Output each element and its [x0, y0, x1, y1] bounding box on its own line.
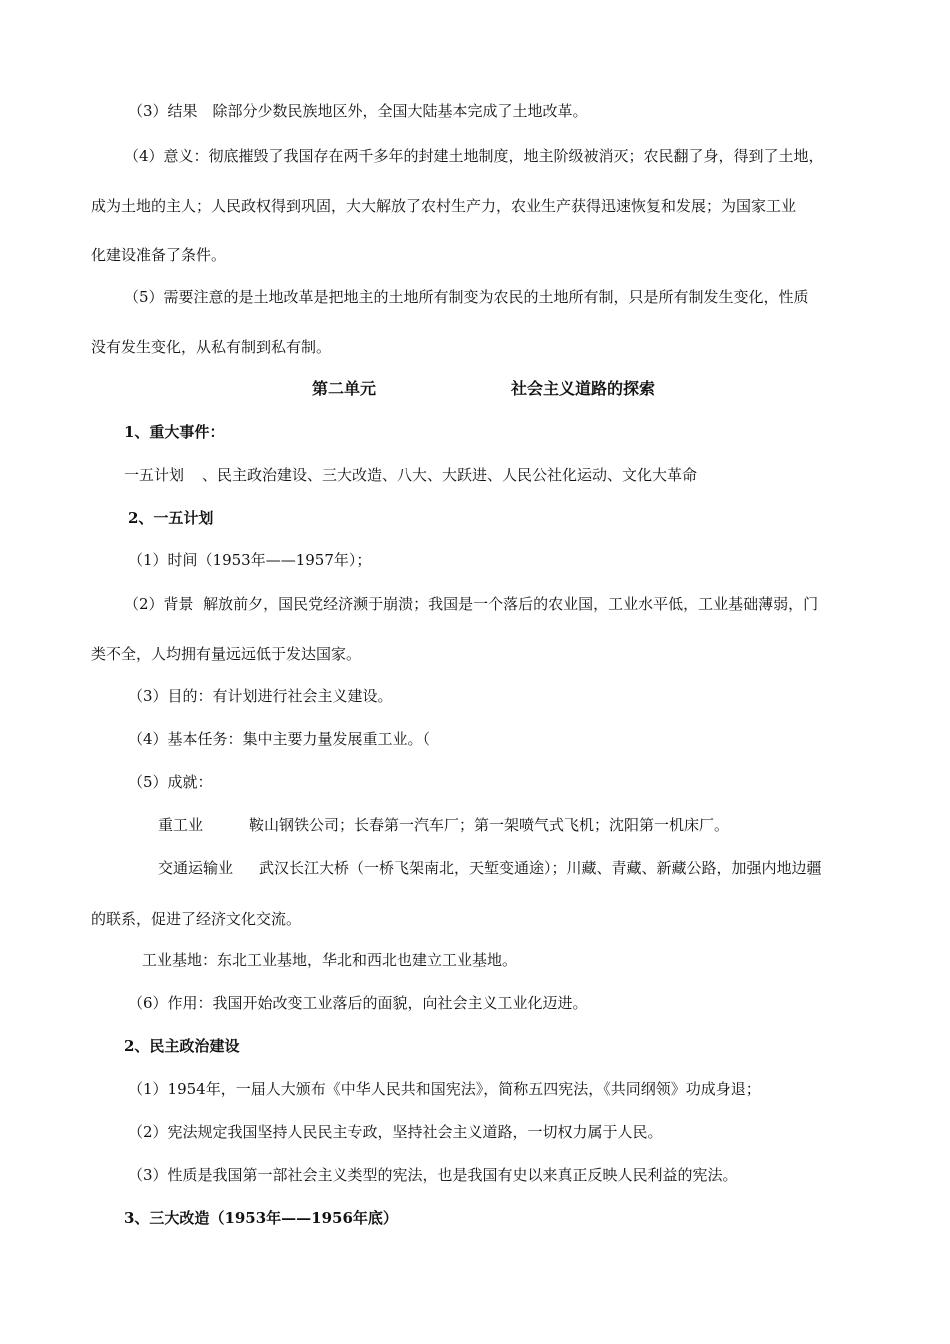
land-reform-significance-line-2: 成为土地的主人；人民政权得到巩固，大大解放了农村生产力，农业生产获得迅速恢复和发展；为国家工业	[91, 197, 797, 215]
five-year-plan-time: （1）时间（1953年——1957年）；	[128, 551, 372, 569]
land-reform-note-line-2: 没有发生变化，从私有制到私有制。	[91, 338, 332, 356]
major-events-item-rest: 、民主政治建设、三大改造、八大、大跃进、人民公社化运动、文化大革命	[202, 466, 698, 484]
unit-title-heading: 社会主义道路的探索	[511, 379, 656, 398]
industrial-base: 工业基地：东北工业基地，华北和西北也建立工业基地。	[142, 951, 518, 969]
unit-number-heading: 第二单元	[312, 379, 377, 398]
land-reform-result: （3）结果 除部分少数民族地区外，全国大陆基本完成了土地改革。	[128, 102, 588, 120]
five-year-plan-background-line-2: 类不全，人均拥有量远远低于发达国家。	[91, 645, 362, 663]
transport-label: 交通运输业	[158, 859, 234, 877]
democracy-item-2: （2）宪法规定我国坚持人民民主专政，坚持社会主义道路，一切权力属于人民。	[128, 1123, 663, 1141]
transport-text-line-1: 武汉长江大桥（一桥飞架南北，天堑变通途）；川藏、青藏、新藏公路，加强内地边疆	[259, 859, 822, 877]
five-year-plan-heading: 2、一五计划	[128, 509, 214, 527]
three-transformations-heading: 3、三大改造（1953年——1956年底）	[124, 1209, 398, 1227]
achievement-heavy-industry	[158, 815, 729, 835]
land-reform-significance-line-1: （4）意义：彻底摧毁了我国存在两千多年的封建土地制度，地主阶级被消灭；农民翻了身，得到了土地，	[124, 147, 824, 165]
five-year-plan-effect: （6）作用：我国开始改变工业落后的面貌，向社会主义工业化迈进。	[128, 994, 588, 1012]
democracy-item-1: （1）1954年，一届人大颁布《中华人民共和国宪法》，简称五四宪法，《共同纲领》功成身退；	[128, 1080, 761, 1098]
five-year-plan-purpose: （3）目的：有计划进行社会主义建设。	[128, 687, 393, 705]
major-events-list	[124, 465, 697, 485]
democracy-item-3: （3）性质是我国第一部社会主义类型的宪法，也是我国有史以来真正反映人民利益的宪法。	[128, 1166, 738, 1184]
land-reform-note-line-1: （5）需要注意的是土地改革是把地主的土地所有制变为农民的土地所有制，只是所有制发生变化，性质	[124, 288, 809, 306]
five-year-plan-background-line-1: （2）背景 解放前夕，国民党经济濒于崩溃；我国是一个落后的农业国，工业水平低，工业基础薄弱，门	[124, 595, 819, 613]
five-year-plan-achievements: （5）成就：	[128, 773, 213, 791]
major-events-item-first: 一五计划	[124, 466, 185, 484]
major-events-heading: 1、重大事件：	[124, 423, 225, 441]
five-year-plan-task: （4）基本任务：集中主要力量发展重工业。（	[128, 730, 431, 748]
democracy-heading: 2、民主政治建设	[124, 1037, 240, 1055]
land-reform-significance-line-3: 化建设准备了条件。	[91, 246, 227, 264]
achievement-transport	[158, 858, 822, 878]
heavy-industry-label: 重工业	[158, 816, 204, 834]
heavy-industry-text: 鞍山钢铁公司；长春第一汽车厂；第一架喷气式飞机；沈阳第一机床厂。	[249, 816, 730, 834]
transport-text-line-2: 的联系，促进了经济文化交流。	[91, 910, 302, 928]
